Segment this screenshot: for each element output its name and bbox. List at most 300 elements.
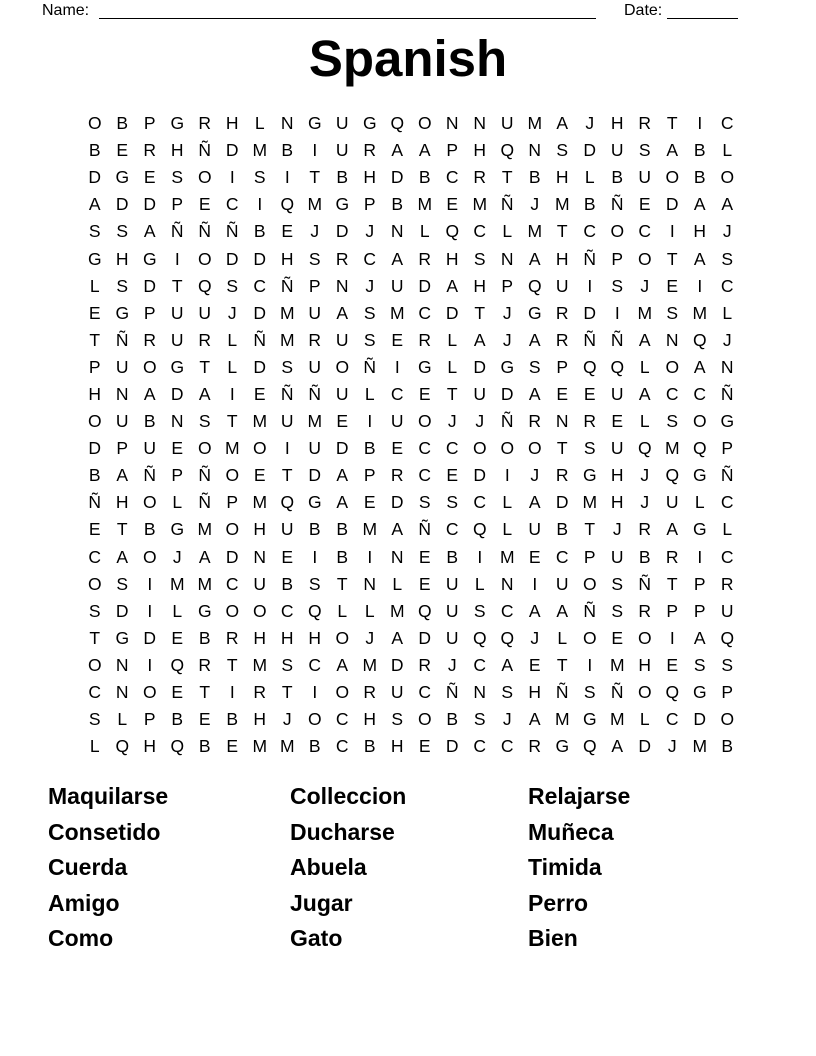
grid-cell: B [446,709,459,730]
grid-cell: M [307,194,323,215]
grid-cell: B [116,113,129,134]
grid-cell: Q [692,329,707,350]
grid-cell: Ñ [500,411,514,432]
grid-cell: H [253,709,267,730]
grid-cell: Q [720,627,735,648]
grid-cell: S [501,682,514,703]
grid-cell: M [252,140,268,161]
grid-cell: H [363,167,377,188]
grid-cell: B [418,167,431,188]
grid-cell: U [280,411,294,432]
grid-row [81,354,741,381]
grid-cell: N [390,546,404,567]
grid-cell: A [528,329,541,350]
grid-row [81,625,741,652]
grid-cell: S [281,356,294,377]
grid-cell: L [722,302,733,323]
name-blank-line [99,0,596,19]
grid-cell: J [530,194,540,215]
grid-cell: N [720,356,734,377]
grid-cell: E [336,411,349,432]
grid-cell: J [282,709,292,730]
grid-cell: S [88,221,101,242]
grid-cell: A [528,709,541,730]
grid-cell: J [365,275,375,296]
grid-cell: U [335,383,349,404]
grid-cell: L [227,329,238,350]
grid-cell: I [312,140,318,161]
grid-cell: I [532,573,538,594]
grid-cell: T [336,573,348,594]
grid-cell: B [611,167,624,188]
grid-row [81,408,741,435]
grid-cell: L [337,600,348,621]
grid-row [81,300,741,327]
grid-row [81,218,741,245]
word-list-item: Cuerda [48,854,128,881]
grid-cell: C [693,383,707,404]
grid-cell: I [174,248,180,269]
grid-cell: I [284,438,290,459]
grid-cell: A [116,546,129,567]
grid-cell: Ñ [253,329,267,350]
grid-cell: O [142,492,157,513]
grid-cell: A [721,194,734,215]
grid-cell: L [694,492,705,513]
grid-cell: O [197,248,212,269]
grid-cell: P [308,275,321,296]
grid-cell: S [88,709,101,730]
grid-cell: E [418,736,431,757]
grid-cell: B [88,465,101,486]
word-list-item: Como [48,925,114,952]
grid-cell: N [473,113,487,134]
grid-cell: H [610,492,624,513]
grid-cell: A [336,302,349,323]
grid-cell: S [611,573,624,594]
grid-cell: Q [170,736,185,757]
grid-cell: P [721,682,734,703]
grid-cell: I [587,654,593,675]
grid-cell: P [693,600,706,621]
grid-cell: L [172,492,183,513]
grid-row [81,516,741,543]
grid-cell: G [692,682,707,703]
grid-cell: U [638,167,652,188]
grid-cell: N [473,682,487,703]
grid-cell: N [500,573,514,594]
grid-cell: H [143,736,157,757]
grid-cell: A [198,383,211,404]
grid-cell: H [390,736,404,757]
grid-cell: H [225,113,239,134]
grid-cell: Q [445,221,460,242]
grid-cell: D [225,248,239,269]
grid-cell: H [610,113,624,134]
word-list-item: Bien [528,925,578,952]
grid-cell: Ñ [610,329,624,350]
grid-cell: Ñ [170,221,184,242]
grid-row [81,544,741,571]
grid-cell: O [142,682,157,703]
grid-cell: C [500,600,514,621]
grid-cell: G [197,600,212,621]
grid-cell: L [722,519,733,540]
grid-cell: U [610,438,624,459]
grid-cell: H [638,654,652,675]
grid-cell: H [115,492,129,513]
grid-cell: D [143,627,157,648]
word-list-column [48,779,168,957]
grid-cell: Q [472,519,487,540]
grid-cell: T [89,627,101,648]
grid-cell: H [170,140,184,161]
grid-cell: D [308,465,322,486]
grid-cell: N [335,275,349,296]
grid-cell: O [87,411,102,432]
grid-cell: J [585,113,595,134]
grid-cell: D [390,492,404,513]
grid-cell: I [587,275,593,296]
grid-cell: J [612,519,622,540]
grid-cell: S [281,654,294,675]
grid-cell: C [720,275,734,296]
grid-cell: D [500,383,514,404]
grid-cell: U [445,627,459,648]
grid-cell: D [225,546,239,567]
grid-cell: Ñ [720,465,734,486]
grid-cell: U [170,329,184,350]
grid-cell: U [308,356,322,377]
grid-cell: G [115,627,130,648]
grid-cell: G [720,411,735,432]
grid-cell: O [417,113,432,134]
grid-cell: G [692,519,707,540]
grid-cell: C [88,546,102,567]
grid-cell: T [281,682,293,703]
grid-cell: E [88,519,101,540]
grid-cell: T [556,221,568,242]
grid-cell: Q [500,627,515,648]
grid-cell: A [391,140,404,161]
grid-row [81,652,741,679]
grid-cell: S [308,573,321,594]
grid-cell: C [363,248,377,269]
grid-cell: O [417,411,432,432]
grid-cell: A [473,329,486,350]
grid-row [81,110,741,137]
grid-cell: G [527,302,542,323]
grid-cell: R [198,654,212,675]
grid-cell: E [253,383,266,404]
grid-cell: A [556,600,569,621]
grid-cell: P [143,113,156,134]
grid-cell: C [720,113,734,134]
grid-cell: O [225,519,240,540]
grid-cell: E [198,709,211,730]
grid-cell: U [473,383,487,404]
grid-cell: P [556,356,569,377]
grid-cell: D [693,709,707,730]
grid-cell: S [171,167,184,188]
grid-cell: I [614,302,620,323]
grid-cell: A [693,248,706,269]
grid-cell: I [312,682,318,703]
grid-cell: D [583,302,597,323]
grid-row [81,245,741,272]
grid-cell: L [117,709,128,730]
grid-cell: I [477,546,483,567]
grid-cell: E [528,654,541,675]
grid-cell: U [665,492,679,513]
grid-cell: Q [692,438,707,459]
grid-cell: D [583,140,597,161]
grid-cell: M [527,221,543,242]
grid-cell: R [225,627,239,648]
grid-cell: S [528,356,541,377]
grid-cell: A [116,465,129,486]
grid-cell: Q [610,356,625,377]
grid-cell: A [198,546,211,567]
grid-cell: D [335,221,349,242]
grid-row [81,327,741,354]
grid-cell: Ñ [198,465,212,486]
grid-cell: E [556,383,569,404]
grid-cell: C [720,492,734,513]
grid-cell: Q [527,275,542,296]
grid-cell: E [418,573,431,594]
grid-cell: D [473,356,487,377]
grid-cell: L [584,167,595,188]
grid-cell: Ñ [88,492,102,513]
grid-cell: C [473,736,487,757]
grid-cell: H [88,383,102,404]
grid-cell: U [445,573,459,594]
word-list-item: Muñeca [528,818,614,845]
grid-cell: G [582,709,597,730]
grid-cell: M [692,736,708,757]
grid-cell: B [226,709,239,730]
grid-cell: L [447,356,458,377]
grid-cell: R [638,519,652,540]
grid-cell: J [310,221,320,242]
grid-cell: A [143,221,156,242]
grid-cell: E [171,682,184,703]
grid-cell: P [583,546,596,567]
grid-cell: S [473,600,486,621]
grid-cell: P [143,709,156,730]
grid-cell: E [281,221,294,242]
word-list-item: Relajarse [528,783,631,809]
grid-cell: O [665,356,680,377]
grid-cell: M [554,194,570,215]
grid-cell: R [390,465,404,486]
grid-cell: R [198,329,212,350]
grid-cell: A [528,383,541,404]
page-title: Spanish [308,30,508,87]
grid-cell: B [336,546,349,567]
word-list-item: Colleccion [290,783,407,809]
grid-cell: R [335,248,349,269]
header [0,0,816,24]
grid-cell: J [722,221,732,242]
grid-cell: B [88,140,101,161]
grid-cell: A [666,519,679,540]
grid-cell: Q [170,654,185,675]
word-list-column [290,779,406,957]
grid-cell: P [116,438,129,459]
grid-cell: S [666,302,679,323]
grid-cell: A [446,275,459,296]
grid-cell: D [445,302,459,323]
grid-cell: E [418,383,431,404]
grid-cell: Ñ [198,140,212,161]
grid-cell: D [390,167,404,188]
grid-cell: U [335,113,349,134]
grid-cell: B [528,167,541,188]
grid-cell: P [721,438,734,459]
grid-cell: C [473,221,487,242]
grid-cell: T [116,519,128,540]
grid-cell: E [198,194,211,215]
grid-cell: E [391,329,404,350]
grid-cell: Q [472,627,487,648]
grid-cell: Ñ [555,682,569,703]
grid-cell: D [115,194,129,215]
grid-row [81,164,741,191]
grid-cell: Ñ [115,329,129,350]
grid-cell: P [171,194,184,215]
grid-cell: H [693,221,707,242]
grid-cell: U [390,275,404,296]
grid-cell: O [582,573,597,594]
word-list-column [528,779,630,957]
grid-cell: T [226,411,238,432]
word-list-item: Maquilarse [48,783,169,809]
grid-cell: U [335,140,349,161]
grid-cell: L [502,519,513,540]
grid-cell: Ñ [308,383,322,404]
grid-cell: C [583,221,597,242]
grid-cell: T [556,654,568,675]
grid-cell: D [170,383,184,404]
grid-cell: H [555,167,569,188]
grid-cell: E [528,546,541,567]
grid-cell: T [666,113,678,134]
grid-cell: A [693,627,706,648]
grid-cell: A [693,194,706,215]
grid-row [81,598,741,625]
grid-cell: G [115,302,130,323]
grid-cell: A [143,383,156,404]
grid-cell: B [281,140,294,161]
grid-cell: M [279,302,295,323]
grid-cell: R [638,600,652,621]
grid-cell: J [365,627,375,648]
grid-cell: J [530,627,540,648]
grid-cell: M [252,411,268,432]
grid-cell: U [143,438,157,459]
grid-cell: L [722,140,733,161]
grid-cell: M [252,492,268,513]
grid-cell: A [528,248,541,269]
grid-cell: G [417,356,432,377]
grid-cell: B [638,546,651,567]
grid-cell: B [583,194,596,215]
grid-row [81,706,741,733]
grid-cell: M [362,654,378,675]
grid-cell: Ñ [198,492,212,513]
grid-cell: U [198,302,212,323]
grid-cell: O [335,682,350,703]
grid-cell: N [363,573,377,594]
grid-cell: G [500,356,515,377]
grid-cell: M [224,438,240,459]
grid-cell: Ñ [363,356,377,377]
grid-cell: L [502,492,513,513]
grid-cell: I [669,221,675,242]
grid-cell: H [280,627,294,648]
grid-cell: I [257,194,263,215]
grid-cell: J [502,329,512,350]
grid-cell: G [142,248,157,269]
word-list-item: Abuela [290,854,367,881]
grid-cell: H [308,627,322,648]
grid-cell: E [611,411,624,432]
grid-cell: B [308,519,321,540]
grid-cell: B [556,519,569,540]
grid-cell: B [363,438,376,459]
grid-cell: D [115,600,129,621]
grid-cell: I [284,167,290,188]
grid-cell: H [555,248,569,269]
grid-cell: D [143,275,157,296]
grid-cell: C [225,194,239,215]
grid-cell: P [693,573,706,594]
grid-cell: L [419,221,430,242]
grid-cell: A [391,519,404,540]
grid-cell: G [115,167,130,188]
grid-cell: U [610,383,624,404]
grid-cell: C [418,682,432,703]
grid-cell: I [394,356,400,377]
grid-cell: U [335,329,349,350]
grid-cell: S [611,600,624,621]
grid-cell: S [666,411,679,432]
grid-cell: N [280,113,294,134]
grid-cell: S [721,654,734,675]
grid-cell: L [447,329,458,350]
grid-cell: S [446,492,459,513]
date-blank-line [667,0,738,19]
grid-cell: B [198,736,211,757]
grid-cell: B [446,546,459,567]
grid-cell: T [666,573,678,594]
grid-cell: A [638,329,651,350]
grid-cell: D [638,736,652,757]
grid-cell: Q [280,194,295,215]
grid-cell: R [253,682,267,703]
grid-cell: Q [665,682,680,703]
grid-cell: Q [417,600,432,621]
grid-cell: S [473,709,486,730]
grid-cell: C [473,492,487,513]
grid-cell: L [172,600,183,621]
grid-row [81,435,741,462]
grid-cell: J [502,302,512,323]
grid-cell: N [115,383,129,404]
grid-cell: U [308,438,322,459]
